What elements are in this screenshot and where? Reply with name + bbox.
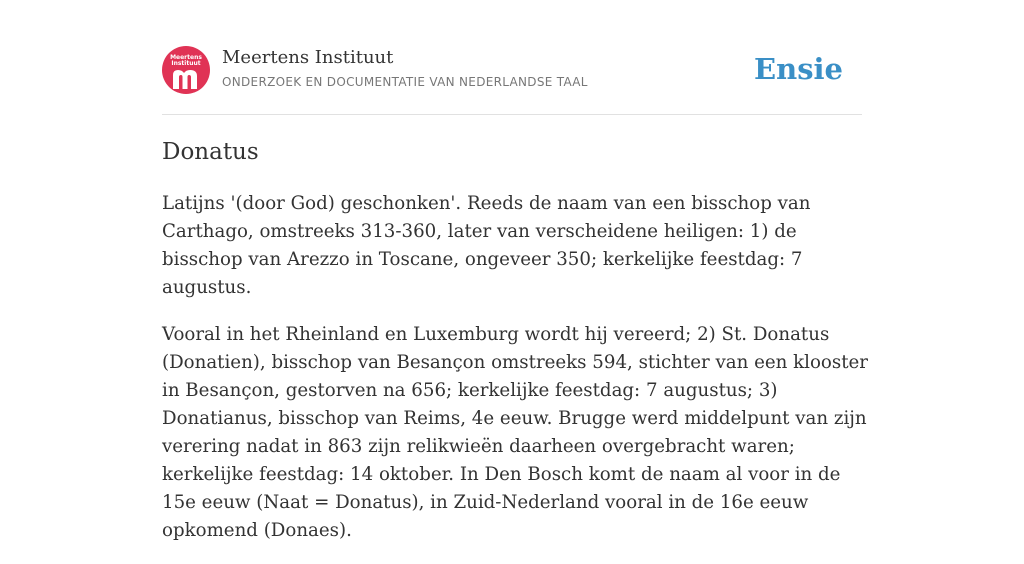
org-subtitle: ONDERZOEK EN DOCUMENTATIE VAN NEDERLANDSE TAAL xyxy=(222,75,588,89)
article-paragraph-2: Vooral in het Rheinland en Luxemburg wordt hij vereerd; 2) St. Donatus (Donatien), bisschop van Besançon omstreeks 594, stichter van een klooster in Besançon, gestorven na 656; kerkelijke feestdag: 7 augustus; 3) Donatianus, bisschop van Reims, 4e eeuw. Brugge werd middelpunt van zijn verering nadat in 863 zijn relikwieën daarheen overgebracht waren; kerkelijke feestdag: 14 oktober. In Den Bosch komt de naam al voor in de 15e eeuw (Naat = Donatus), in Zuid-Nederland vooral in de 16e eeuw opkomend (Donaes). xyxy=(162,324,868,541)
meertens-logo[interactable] xyxy=(162,46,210,94)
article-paragraph-1: Latijns '(door God) geschonken'. Reeds de naam van een bisschop van Carthago, omstreeks 313-360, later van verscheidene heiligen: 1) de bisschop van Arezzo in Toscane, ongeveer 350; kerkelijke feestdag: 7 augustus. xyxy=(162,193,811,298)
ensie-brand-logo[interactable]: Ensie xyxy=(754,52,843,86)
logo-text-line2: Instituut xyxy=(171,60,201,67)
article-body xyxy=(162,190,872,564)
article-title: Donatus xyxy=(162,139,259,165)
logo-text-line1: Meertens xyxy=(170,54,202,61)
meertens-m-icon xyxy=(172,68,200,90)
site-header xyxy=(162,46,862,115)
org-name[interactable]: Meertens Instituut xyxy=(222,47,394,68)
